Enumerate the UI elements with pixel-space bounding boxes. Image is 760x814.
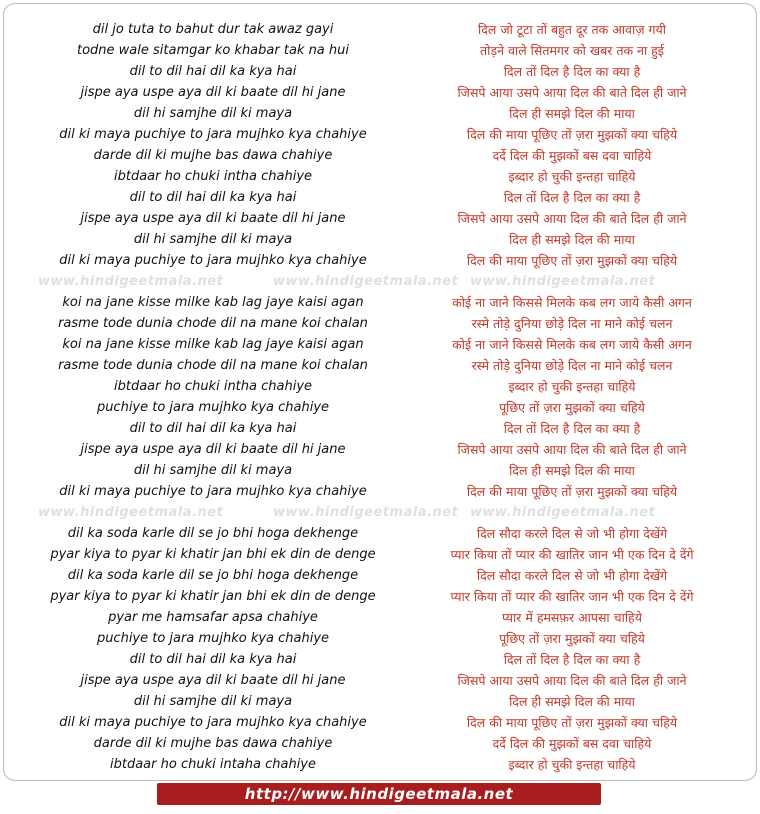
site-url-link[interactable]: http://www.hindigeetmala.net [244,785,514,803]
lyric-line: दिल जो टूटा तों बहुत दूर तक आवाज़ गयी [478,22,666,37]
lyric-line: dil ki maya puchiye to jara mujhko kya chahiye [59,715,367,730]
lyric-line: दिल की माया पूछिए तों ज़रा मुझकों क्या चहिये [466,715,678,730]
lyric-line: dil jo tuta to bahut dur tak awaz gayi [92,22,334,37]
lyric-line: जिसपे आया उसपे आया दिल की बाते दिल ही जाने [457,442,687,457]
roman-lyrics-column [3,19,459,775]
lyric-line: dil hi samjhe dil ki maya [133,232,293,247]
lyric-line: पूछिए तों ज़रा मुझकों क्या चहिये [499,400,645,415]
lyric-line: koi na jane kisse milke kab lag jaye kaisi agan [62,337,364,352]
stanza-gap [388,271,756,292]
lyric-line: ibtdaar ho chuki intha chahiye [113,169,313,184]
watermark-text: www.hindigeetmala.net [38,274,224,289]
stanza-gap [3,502,459,523]
watermark-text: www.hindigeetmala.net [470,274,656,289]
watermark-text: www.hindigeetmala.net [273,505,459,520]
lyric-line: dil to dil hai dil ka kya hai [129,652,297,667]
lyric-line: darde dil ki mujhe bas dawa chahiye [93,148,333,163]
lyric-line: pyar me hamsafar apsa chahiye [108,610,318,625]
lyric-line: इब्दार हो चुकी इन्तहा चाहिये [508,379,636,394]
lyric-line: dil to dil hai dil ka kya hai [129,64,297,79]
lyric-line: तोड़ने वाले सितमगर को खबर तक ना हुई [480,43,664,58]
lyric-line: pyar kiya to pyar ki khatir jan bhi ek din de denge [50,547,376,562]
lyric-line: प्यार किया तों प्यार की खातिर जान भी एक दिन दे देंगे [450,547,694,562]
lyric-line: प्यार में हमसफ़र आपसा चाहिये [502,610,642,625]
lyric-line: dil hi samjhe dil ki maya [133,694,293,709]
lyric-line: दिल सौदा करले दिल से जो भी होगा देखेंगे [476,568,668,583]
lyric-line: jispe aya uspe aya dil ki baate dil hi jane [80,85,346,100]
lyric-line: दिल सौदा करले दिल से जो भी होगा देखेंगे [476,526,668,541]
lyric-line: dil ki maya puchiye to jara mujhko kya chahiye [59,253,367,268]
lyric-line: dil ka soda karle dil se jo bhi hoga dekhenge [67,568,359,583]
lyric-line: दिल तों दिल है दिल का क्या है [503,421,641,436]
lyric-line: दिल की माया पूछिए तों ज़रा मुझकों क्या चहिये [466,127,678,142]
stanza-gap [388,502,756,523]
lyric-line: दिल ही समझे दिल की माया [509,232,635,247]
lyric-line: dil ki maya puchiye to jara mujhko kya chahiye [59,484,367,499]
lyric-line: रस्मे तोड़े दुनिया छोड़े दिल ना माने कोई चलन [471,316,673,331]
lyric-line: pyar kiya to pyar ki khatir jan bhi ek din de denge [50,589,376,604]
lyric-line: ibtdaar ho chuki intaha chahiye [110,757,316,772]
lyric-line: इब्दार हो चुकी इन्तहा चाहिये [508,169,636,184]
lyric-line: दिल ही समझे दिल की माया [509,463,635,478]
lyric-line: jispe aya uspe aya dil ki baate dil hi jane [80,211,346,226]
lyric-line: rasme tode dunia chode dil na mane koi chalan [58,316,368,331]
footer [0,779,760,814]
lyric-line: कोई ना जाने किससे मिलके कब लग जाये कैसी अगन [452,295,692,310]
lyric-line: dil hi samjhe dil ki maya [133,463,293,478]
lyric-line: puchiye to jara mujhko kya chahiye [96,400,330,415]
watermark-text: www.hindigeetmala.net [470,505,656,520]
lyric-line: दिल तों दिल है दिल का क्या है [503,64,641,79]
lyric-line: पूछिए तों ज़रा मुझकों क्या चहिये [499,631,645,646]
lyric-line: dil ki maya puchiye to jara mujhko kya chahiye [59,127,367,142]
lyric-line: jispe aya uspe aya dil ki baate dil hi jane [80,442,346,457]
lyric-line: todne wale sitamgar ko khabar tak na hui [76,43,350,58]
stanza-gap [3,271,459,292]
lyric-line: इब्दार हो चुकी इन्तहा चाहिये [508,757,636,772]
lyric-line: दिल की माया पूछिए तों ज़रा मुझकों क्या चहिये [466,253,678,268]
lyric-line: dil ka soda karle dil se jo bhi hoga dekhenge [67,526,359,541]
watermark-text: www.hindigeetmala.net [273,274,459,289]
lyric-line: puchiye to jara mujhko kya chahiye [96,631,330,646]
lyric-line: दिल ही समझे दिल की माया [509,106,635,121]
watermark-text: www.hindigeetmala.net [38,505,224,520]
lyric-line: ibtdaar ho chuki intha chahiye [113,379,313,394]
lyric-line: jispe aya uspe aya dil ki baate dil hi jane [80,673,346,688]
lyric-line: कोई ना जाने किससे मिलके कब लग जाये कैसी अगन [452,337,692,352]
lyric-line: rasme tode dunia chode dil na mane koi chalan [58,358,368,373]
hindi-lyrics-column [388,19,756,775]
lyric-line: dil to dil hai dil ka kya hai [129,190,297,205]
lyric-line: koi na jane kisse milke kab lag jaye kaisi agan [62,295,364,310]
lyric-line: darde dil ki mujhe bas dawa chahiye [93,736,333,751]
lyric-line: दिल की माया पूछिए तों ज़रा मुझकों क्या चहिये [466,484,678,499]
lyric-line: रस्मे तोड़े दुनिया छोड़े दिल ना माने कोई चलन [471,358,673,373]
lyric-line: जिसपे आया उसपे आया दिल की बाते दिल ही जाने [457,211,687,226]
lyric-line: दर्दे दिल की मुझकों बस दवा चाहिये [492,148,652,163]
lyric-line: dil to dil hai dil ka kya hai [129,421,297,436]
lyric-line: दिल ही समझे दिल की माया [509,694,635,709]
lyric-line: जिसपे आया उसपे आया दिल की बाते दिल ही जाने [457,673,687,688]
lyric-line: प्यार किया तों प्यार की खातिर जान भी एक दिन दे देंगे [450,589,694,604]
lyric-line: दिल तों दिल है दिल का क्या है [503,652,641,667]
lyric-line: दिल तों दिल है दिल का क्या है [503,190,641,205]
lyric-line: दर्दे दिल की मुझकों बस दवा चाहिये [492,736,652,751]
lyric-line: dil hi samjhe dil ki maya [133,106,293,121]
lyric-line: जिसपे आया उसपे आया दिल की बाते दिल ही जाने [457,85,687,100]
